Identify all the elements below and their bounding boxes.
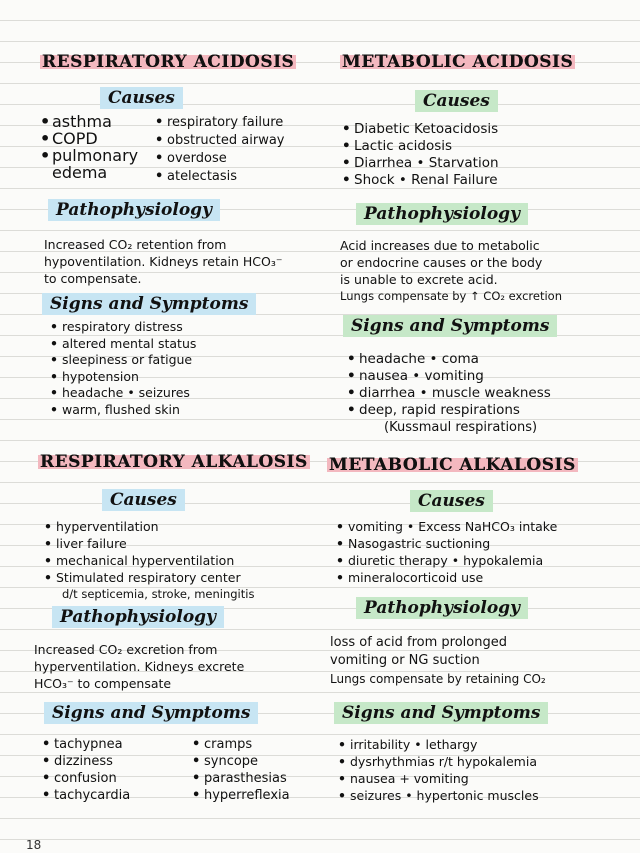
list-item: • tachypnea <box>42 736 130 753</box>
list-item: • sleepiness or fatigue <box>50 352 196 369</box>
text-line: Acid increases due to metabolic <box>340 238 540 253</box>
heading-causes: Causes <box>415 90 498 112</box>
causes-list-col2 <box>155 114 285 186</box>
heading-causes: Causes <box>100 87 183 109</box>
title-text: RESPIRATORY ALKALOSIS <box>40 452 308 472</box>
causes-list <box>336 518 557 586</box>
list-item: • pulmonary <box>40 147 138 164</box>
heading-causes: Causes <box>102 489 185 511</box>
list-item: • warm, flushed skin <box>50 402 196 419</box>
heading-signs-symptoms: Signs and Symptoms <box>343 315 557 337</box>
text-line: or endocrine causes or the body <box>340 255 543 270</box>
heading-pathophysiology: Pathophysiology <box>356 203 528 225</box>
list-item: • parasthesias <box>192 770 290 787</box>
heading-pathophysiology: Pathophysiology <box>52 606 224 628</box>
list-item: • syncope <box>192 753 290 770</box>
signs-note: (Kussmaul respirations) <box>384 420 538 435</box>
title-metabolic-alkalosis <box>327 455 578 475</box>
pathophysiology-text <box>44 236 282 287</box>
list-item: • seizures • hypertonic muscles <box>338 787 539 804</box>
signs-list <box>50 319 196 418</box>
pathophysiology-text <box>34 641 244 692</box>
list-item: • hypotension <box>50 369 196 386</box>
title-text: METABOLIC ALKALOSIS <box>329 455 576 475</box>
text-line: loss of acid from prolonged <box>330 635 507 650</box>
causes-note: d/t septicemia, stroke, meningitis <box>62 587 255 601</box>
causes-list <box>44 518 241 586</box>
text-line: to compensate. <box>44 271 142 286</box>
heading-pathophysiology: Pathophysiology <box>48 199 220 221</box>
text-line: Lungs compensate by ↑ CO₂ excretion <box>340 289 563 303</box>
list-item: • Lactic acidosis <box>342 138 499 155</box>
list-item: • headache • coma <box>347 351 551 368</box>
list-item: • headache • seizures <box>50 385 196 402</box>
title-respiratory-acidosis <box>40 52 296 72</box>
text-line: is unable to excrete acid. <box>340 272 498 287</box>
list-item: • hyperreflexia <box>192 787 290 804</box>
list-item: • Diabetic Ketoacidosis <box>342 121 499 138</box>
page-number: 18 <box>26 838 42 852</box>
list-item: • Diarrhea • Starvation <box>342 155 499 172</box>
list-item: • asthma <box>40 113 138 130</box>
list-item: • deep, rapid respirations <box>347 402 551 419</box>
title-respiratory-alkalosis <box>38 452 310 472</box>
text-line: Increased CO₂ retention from <box>44 237 227 252</box>
list-item: • dysrhythmias r/t hypokalemia <box>338 753 539 770</box>
list-item: • respiratory failure <box>155 114 285 132</box>
list-item: • Stimulated respiratory center <box>44 569 241 586</box>
list-item: • Shock • Renal Failure <box>342 172 499 189</box>
title-text: METABOLIC ACIDOSIS <box>342 52 574 72</box>
heading-signs-symptoms: Signs and Symptoms <box>42 293 256 315</box>
heading-causes: Causes <box>410 490 493 512</box>
list-item: • obstructed airway <box>155 132 285 150</box>
list-item: • nausea • vomiting <box>347 368 551 385</box>
list-item: • respiratory distress <box>50 319 196 336</box>
list-item: • atelectasis <box>155 168 285 186</box>
list-item: • overdose <box>155 150 285 168</box>
heading-pathophysiology: Pathophysiology <box>356 597 528 619</box>
list-item: • hyperventilation <box>44 518 241 535</box>
list-item: edema <box>52 163 108 182</box>
list-item: • mechanical hyperventilation <box>44 552 241 569</box>
list-item: • irritability • lethargy <box>338 736 539 753</box>
heading-signs-symptoms: Signs and Symptoms <box>334 702 548 724</box>
list-item: • cramps <box>192 736 290 753</box>
text-line: vomiting or NG suction <box>330 653 480 668</box>
list-item: • diuretic therapy • hypokalemia <box>336 552 557 569</box>
signs-list-col2 <box>192 736 290 804</box>
text-line: HCO₃⁻ to compensate <box>34 676 172 691</box>
pathophysiology-text <box>340 237 562 305</box>
causes-list-col1 <box>40 113 138 181</box>
signs-list <box>347 351 551 419</box>
list-item: • liver failure <box>44 535 241 552</box>
causes-list <box>342 121 499 189</box>
text-line: hypoventilation. Kidneys retain HCO₃⁻ <box>44 254 283 269</box>
list-item: • tachycardia <box>42 787 130 804</box>
pathophysiology-text <box>330 634 546 688</box>
heading-signs-symptoms: Signs and Symptoms <box>44 702 258 724</box>
list-item: • vomiting • Excess NaHCO₃ intake <box>336 518 557 535</box>
text-line: hyperventilation. Kidneys excrete <box>34 659 245 674</box>
signs-list-col1 <box>42 736 130 804</box>
title-text: RESPIRATORY ACIDOSIS <box>42 52 295 72</box>
list-item: • mineralocorticoid use <box>336 569 557 586</box>
text-line: Increased CO₂ excretion from <box>34 642 218 657</box>
list-item: • altered mental status <box>50 336 196 353</box>
list-item: • Nasogastric suctioning <box>336 535 557 552</box>
title-metabolic-acidosis <box>340 52 575 72</box>
text-line: Lungs compensate by retaining CO₂ <box>330 672 546 686</box>
list-item: • COPD <box>40 130 138 147</box>
list-item: • nausea + vomiting <box>338 770 539 787</box>
list-item: • confusion <box>42 770 130 787</box>
list-item: • diarrhea • muscle weakness <box>347 385 551 402</box>
signs-list <box>338 736 539 804</box>
list-item: • dizziness <box>42 753 130 770</box>
